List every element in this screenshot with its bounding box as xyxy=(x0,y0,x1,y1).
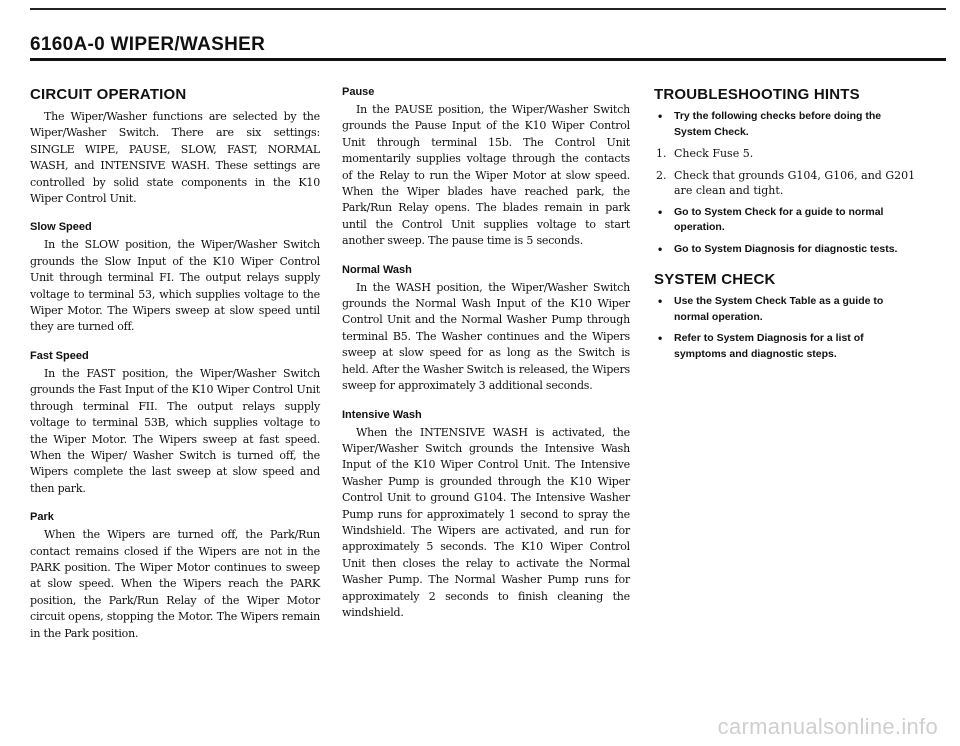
list-item xyxy=(654,146,918,162)
system-check-heading: SYSTEM CHECK xyxy=(654,271,776,288)
header-rule xyxy=(30,58,946,61)
troubleshooting-heading: TROUBLESHOOTING HINTS xyxy=(654,86,860,103)
intensive-wash-heading: Intensive Wash xyxy=(342,408,422,421)
slow-speed-heading: Slow Speed xyxy=(30,221,92,234)
list-item xyxy=(654,168,918,199)
item-number: 2. xyxy=(656,168,667,182)
item-text: Check Fuse 5. xyxy=(674,147,754,160)
circuit-intro-paragraph: The Wiper/Washer functions are selected by the Wiper/Washer Switch. There are six settings: SINGLE WIPE, PAUSE, SLOW, FAST, NORMAL WASH, and INTENSIVE WASH. These settings are controlled by solid state components in the K10 Wiper Control Unit. xyxy=(30,110,320,206)
circuit-operation-heading: CIRCUIT OPERATION xyxy=(30,86,187,103)
pause-heading: Pause xyxy=(342,86,375,98)
fast-speed-paragraph: In the FAST position, the Wiper/Washer Switch grounds the Fast Input of the K10 Wiper Control Unit through terminal FII. The output relays supply voltage to terminal 53B, which supplies voltage to the Wiper Motor. The Wipers sweep at fast speed. When the Wiper/ Washer Switch is turned off, the Wipers complete the last sweep at slow speed and then park. xyxy=(30,366,320,495)
list-item: • Go to System Diagnosis for diagnostic tests. xyxy=(654,242,918,258)
column-middle xyxy=(342,86,630,621)
item-number: 1. xyxy=(656,147,667,160)
list-item: • Try the following checks before doing the System Check. xyxy=(654,109,918,140)
troubleshooting-list xyxy=(654,109,918,257)
fast-speed-heading: Fast Speed xyxy=(30,349,89,362)
park-paragraph: When the Wipers are turned off, the Park/Run contact remains closed if the Wipers are not in the PARK position. The Wiper Motor continues to sweep at slow speed. When the Wipers reach the PARK position, the Park/Run Relay of the Wiper Motor circuit opens, stopping the Motor. The Wipers remain in the Park position. xyxy=(30,528,320,640)
intensive-wash-paragraph: When the INTENSIVE WASH is activated, the Wiper/Washer Switch grounds the Intensive Wash Input of the K10 Wiper Control Unit. The Intensive Washer Pump is grounded through the K10 Wiper Control Unit to ground G104. The Intensive Washer Pump runs for approximately 1 second to spray the Windshield. The Wipers are activated, and run for approximately 5 seconds. The K10 Wiper Control Unit then closes the relay to activate the Normal Washer Pump. The Normal Washer Pump runs for approximately 2 seconds to finish cleaning the windshield. xyxy=(342,425,630,619)
column-right xyxy=(654,86,918,368)
page-title: 6160A-0 WIPER/WASHER xyxy=(30,34,266,55)
list-item: • Refer to System Diagnosis for a list of symptoms and diagnostic steps. xyxy=(654,331,918,362)
normal-wash-heading: Normal Wash xyxy=(342,263,412,276)
watermark: carmanualsonline.info xyxy=(717,714,938,739)
top-rule xyxy=(30,8,946,10)
item-text: Check that grounds G104, G106, and G201 are clean and tight. xyxy=(674,168,916,197)
pause-paragraph: In the PAUSE position, the Wiper/Washer Switch grounds the Pause Input of the K10 Wiper Control Unit through terminal 15b. The Control Unit momentarily supplies voltage through the contacts of the Relay to run the Wiper Motor at slow speed. When the Wiper blades have reached park, the Park/Run Relay opens. The blades remain in park until the Control Unit supplies voltage to start another sweep. The pause time is 5 seconds. xyxy=(342,103,630,248)
list-item: • Go to System Check for a guide to normal operation. xyxy=(654,205,918,236)
list-item: • Use the System Check Table as a guide to normal operation. xyxy=(654,294,918,325)
system-check-list xyxy=(654,294,918,362)
normal-wash-paragraph: In the WASH position, the Wiper/Washer Switch grounds the Normal Wash Input of the K10 Wiper Control Unit and the Normal Washer Pump through terminal B5. The Washer continues and the Wipers sweep at slow speed for as long as the Switch is held. After the Washer Switch is released, the Wipers sweep for approximately 3 additional seconds. xyxy=(342,280,630,393)
park-heading: Park xyxy=(30,511,54,524)
slow-speed-paragraph: In the SLOW position, the Wiper/Washer Switch grounds the Slow Input of the K10 Wiper Control Unit through terminal FI. The output relays supply voltage to terminal 53, which supplies voltage to the Wiper Motor. The Wipers sweep at slow speed until they are turned off. xyxy=(30,238,320,334)
column-left xyxy=(30,86,320,642)
